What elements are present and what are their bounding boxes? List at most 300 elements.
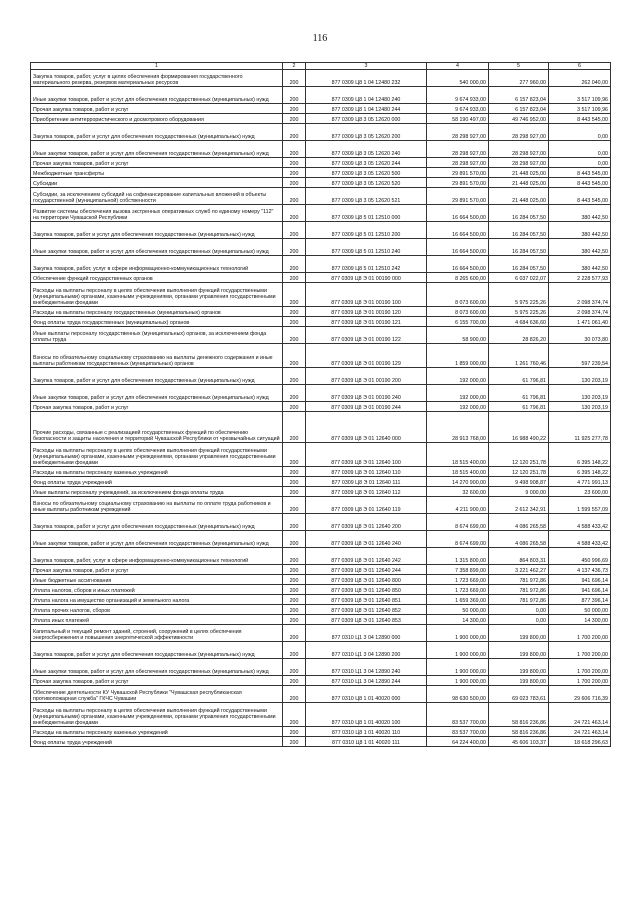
row-unexecuted-amount: 50 000,00: [549, 605, 611, 615]
row-approved-amount: 16 664 500,00: [427, 256, 489, 273]
row-line-code: 200: [283, 703, 306, 727]
column-header: 4: [427, 63, 489, 70]
row-description: Закупка товаров, работ и услуг для обеспечения государственных (муниципальных) нужд: [31, 642, 283, 659]
row-description: Иные бюджетные ассигнования: [31, 575, 283, 585]
row-line-code: 200: [283, 737, 306, 747]
row-line-code: 200: [283, 307, 306, 317]
table-row: [31, 104, 611, 114]
row-description: Расходы на выплаты персоналу в целях обеспечения выполнения функций государственными (муниципальными) органами, казенными учреждениями, органами управления государственными внебюджетными фондами: [31, 283, 283, 307]
column-header: 1: [31, 63, 283, 70]
row-executed-amount: 3 221 462,27: [489, 565, 549, 575]
row-unexecuted-amount: 1 700 200,00: [549, 625, 611, 642]
row-description: Иные закупки товаров, работ и услуг для обеспечения государственных (муниципальных) нужд: [31, 531, 283, 548]
row-description: Уплата налогов, сборов и иных платежей: [31, 585, 283, 595]
row-executed-amount: 21 448 025,00: [489, 168, 549, 178]
row-executed-amount: 1 261 760,46: [489, 344, 549, 368]
row-line-code: 200: [283, 344, 306, 368]
row-executed-amount: 21 448 025,00: [489, 178, 549, 188]
row-unexecuted-amount: 941 696,14: [549, 575, 611, 585]
row-executed-amount: 9 498 908,87: [489, 477, 549, 487]
row-approved-amount: 14 300,00: [427, 615, 489, 625]
table-row: [31, 402, 611, 412]
row-description: Иные выплаты персоналу государственных (муниципальных) органов, за исключением фонда оплаты труда: [31, 327, 283, 344]
row-line-code: 200: [283, 158, 306, 168]
row-description: Иные закупки товаров, работ и услуг для обеспечения государственных (муниципальных) нужд: [31, 385, 283, 402]
row-approved-amount: 14 270 900,00: [427, 477, 489, 487]
row-executed-amount: 6 157 823,04: [489, 104, 549, 114]
row-budget-code: 877 0309 Ц8 Э 01 00190 120: [306, 307, 427, 317]
row-line-code: 200: [283, 141, 306, 158]
row-approved-amount: 192 000,00: [427, 385, 489, 402]
row-executed-amount: 5 975 225,26: [489, 283, 549, 307]
row-description: Прочая закупка товаров, работ и услуг: [31, 565, 283, 575]
row-approved-amount: 1 315 800,00: [427, 548, 489, 565]
row-approved-amount: 32 600,00: [427, 487, 489, 497]
row-line-code: 200: [283, 273, 306, 283]
row-description: Закупка товаров, работ и услуг для обеспечения государственных (муниципальных) нужд: [31, 514, 283, 531]
row-budget-code: 877 0309 Ц8 Э 01 00190 121: [306, 317, 427, 327]
row-description: Закупка товаров, работ, услуг в целях обеспечения формирования государственного материального резерва, резервов материальных ресурсов: [31, 70, 283, 87]
column-header: 6: [549, 63, 611, 70]
row-line-code: 200: [283, 477, 306, 487]
table-row: [31, 239, 611, 256]
row-line-code: 200: [283, 178, 306, 188]
row-approved-amount: 1 900 000,00: [427, 676, 489, 686]
row-executed-amount: 6 157 823,04: [489, 87, 549, 104]
table-row: [31, 256, 611, 273]
row-approved-amount: 18 515 400,00: [427, 443, 489, 467]
column-header: 2: [283, 63, 306, 70]
table-row: [31, 565, 611, 575]
page-number: 116: [312, 33, 328, 44]
table-body: [31, 70, 611, 747]
row-approved-amount: 1 723 669,00: [427, 575, 489, 585]
row-unexecuted-amount: 941 696,14: [549, 585, 611, 595]
row-description: Субсидии: [31, 178, 283, 188]
row-budget-code: 877 0309 Ц8 5 01 12510 242: [306, 256, 427, 273]
table-row: [31, 487, 611, 497]
row-line-code: 200: [283, 565, 306, 575]
row-approved-amount: 58 900,00: [427, 327, 489, 344]
row-line-code: 200: [283, 222, 306, 239]
row-executed-amount: 6 037 022,07: [489, 273, 549, 283]
row-description: Прочая закупка товаров, работ и услуг: [31, 158, 283, 168]
row-budget-code: 877 0309 Ц8 3 05 12620 520: [306, 178, 427, 188]
row-line-code: 200: [283, 239, 306, 256]
row-description: Расходы на выплаты персоналу государственных (муниципальных) органов: [31, 307, 283, 317]
row-unexecuted-amount: 1 599 557,09: [549, 497, 611, 514]
row-budget-code: 877 0309 Ц8 Э 01 12640 110: [306, 467, 427, 477]
table-row: [31, 283, 611, 307]
row-line-code: 200: [283, 548, 306, 565]
row-line-code: 200: [283, 317, 306, 327]
row-line-code: 200: [283, 104, 306, 114]
row-unexecuted-amount: 8 443 545,00: [549, 178, 611, 188]
row-unexecuted-amount: 262 040,00: [549, 70, 611, 87]
row-budget-code: 877 0309 Ц8 Э 01 00190 000: [306, 273, 427, 283]
row-budget-code: 877 0309 Ц8 5 01 12510 000: [306, 205, 427, 222]
row-budget-code: 877 0309 Ц8 Э 01 12640 850: [306, 585, 427, 595]
row-executed-amount: 277 960,00: [489, 70, 549, 87]
row-description: Развитие системы обеспечения вызова экстренных оперативных служб по единому номеру "112" на территории Чувашской Республики: [31, 205, 283, 222]
column-header: 3: [306, 63, 427, 70]
row-executed-amount: 12 120 251,78: [489, 443, 549, 467]
row-approved-amount: 192 000,00: [427, 368, 489, 385]
table-row: [31, 141, 611, 158]
row-budget-code: 877 0309 Ц8 Э 01 12640 240: [306, 531, 427, 548]
table-row: [31, 737, 611, 747]
row-approved-amount: 83 537 700,00: [427, 727, 489, 737]
row-executed-amount: 28 826,20: [489, 327, 549, 344]
row-executed-amount: 16 284 057,50: [489, 256, 549, 273]
row-description: Расходы на выплаты персоналу в целях обеспечения выполнения функций государственными (муниципальными) органами, казенными учреждениями, органами управления государственными внебюджетными фондами: [31, 443, 283, 467]
row-approved-amount: 540 000,00: [427, 70, 489, 87]
table-row: [31, 575, 611, 585]
row-budget-code: 877 0309 Ц8 3 05 12620 521: [306, 188, 427, 205]
row-unexecuted-amount: 4 771 991,13: [549, 477, 611, 487]
row-approved-amount: 6 155 700,00: [427, 317, 489, 327]
row-budget-code: 877 0309 Ц8 Э 01 12640 112: [306, 487, 427, 497]
table-row: [31, 615, 611, 625]
table-row: [31, 327, 611, 344]
row-line-code: 200: [283, 402, 306, 412]
row-executed-amount: 199 800,00: [489, 642, 549, 659]
row-budget-code: 877 0309 Ц8 Э 01 12640 242: [306, 548, 427, 565]
row-description: Уплата иных платежей: [31, 615, 283, 625]
row-approved-amount: 7 358 899,00: [427, 565, 489, 575]
table-row: [31, 344, 611, 368]
table-row: [31, 548, 611, 565]
row-budget-code: 877 0309 Ц8 Э 01 00190 100: [306, 283, 427, 307]
row-line-code: 200: [283, 659, 306, 676]
row-approved-amount: 8 674 699,00: [427, 514, 489, 531]
row-budget-code: 877 0309 Ц8 Э 01 00190 240: [306, 385, 427, 402]
row-description: Обеспечение деятельности КУ Чувашской Республики "Чувашская республиканская противопожарная служба" ГКЧС Чувашии: [31, 686, 283, 703]
row-executed-amount: 45 606 103,37: [489, 737, 549, 747]
row-description: Субсидии, за исключением субсидий на софинансирование капитальных вложений в объекты государственной (муниципальной) собственности: [31, 188, 283, 205]
row-executed-amount: 61 796,81: [489, 368, 549, 385]
row-budget-code: 877 0309 Ц8 Э 01 12640 852: [306, 605, 427, 615]
row-approved-amount: 8 265 600,00: [427, 273, 489, 283]
row-line-code: 200: [283, 531, 306, 548]
row-unexecuted-amount: 1 700 200,00: [549, 642, 611, 659]
row-approved-amount: 8 674 699,00: [427, 531, 489, 548]
row-description: Иные закупки товаров, работ и услуг для обеспечения государственных (муниципальных) нужд: [31, 87, 283, 104]
row-description: Иные закупки товаров, работ и услуг для обеспечения государственных (муниципальных) нужд: [31, 239, 283, 256]
row-budget-code: 877 0310 Ц8 1 01 40020 100: [306, 703, 427, 727]
row-description: Фонд оплаты труда учреждений: [31, 477, 283, 487]
row-budget-code: 877 0310 Ц1 3 04 12890 240: [306, 659, 427, 676]
row-approved-amount: 16 664 500,00: [427, 222, 489, 239]
row-unexecuted-amount: 3 517 109,96: [549, 87, 611, 104]
row-budget-code: 877 0309 Ц8 1 04 12480 232: [306, 70, 427, 87]
row-line-code: 200: [283, 514, 306, 531]
row-line-code: 200: [283, 283, 306, 307]
row-budget-code: 877 0309 Ц8 Э 01 12640 111: [306, 477, 427, 487]
row-description: Закупка товаров, работ, услуг в сфере информационно-коммуникационных технологий: [31, 548, 283, 565]
row-executed-amount: 199 800,00: [489, 659, 549, 676]
row-approved-amount: 28 298 927,00: [427, 158, 489, 168]
row-executed-amount: 864 803,31: [489, 548, 549, 565]
row-budget-code: 877 0309 Ц8 Э 01 12640 851: [306, 595, 427, 605]
row-executed-amount: 16 284 057,50: [489, 205, 549, 222]
row-budget-code: 877 0309 Ц8 Э 01 12640 100: [306, 443, 427, 467]
row-unexecuted-amount: 23 600,00: [549, 487, 611, 497]
table-row: [31, 317, 611, 327]
row-unexecuted-amount: 450 996,69: [549, 548, 611, 565]
row-executed-amount: 12 120 251,78: [489, 467, 549, 477]
row-description: Уплата прочих налогов, сборов: [31, 605, 283, 615]
row-executed-amount: 0,00: [489, 605, 549, 615]
row-approved-amount: 83 537 700,00: [427, 703, 489, 727]
row-unexecuted-amount: 14 300,00: [549, 615, 611, 625]
row-unexecuted-amount: 24 721 463,14: [549, 703, 611, 727]
row-budget-code: 877 0309 Ц8 Э 01 00190 129: [306, 344, 427, 368]
row-line-code: 200: [283, 385, 306, 402]
row-approved-amount: 1 659 369,00: [427, 595, 489, 605]
row-line-code: 200: [283, 686, 306, 703]
row-unexecuted-amount: 3 517 109,96: [549, 104, 611, 114]
row-executed-amount: 199 800,00: [489, 625, 549, 642]
row-line-code: 200: [283, 368, 306, 385]
row-line-code: 200: [283, 205, 306, 222]
table-row: [31, 585, 611, 595]
row-unexecuted-amount: 380 442,50: [549, 256, 611, 273]
row-executed-amount: 199 800,00: [489, 676, 549, 686]
row-approved-amount: 28 298 927,00: [427, 124, 489, 141]
row-description: Иные выплаты персоналу учреждений, за исключением фонда оплаты труда: [31, 487, 283, 497]
row-description: Прочая закупка товаров, работ и услуг: [31, 402, 283, 412]
table-row: [31, 205, 611, 222]
row-executed-amount: 16 284 057,50: [489, 222, 549, 239]
row-line-code: 200: [283, 575, 306, 585]
row-description: Межбюджетные трансферты: [31, 168, 283, 178]
column-header: 5: [489, 63, 549, 70]
row-approved-amount: 29 891 570,00: [427, 188, 489, 205]
row-executed-amount: 16 284 057,50: [489, 239, 549, 256]
row-unexecuted-amount: 380 442,50: [549, 239, 611, 256]
row-line-code: 200: [283, 676, 306, 686]
row-approved-amount: 98 630 500,00: [427, 686, 489, 703]
table-row: [31, 642, 611, 659]
row-line-code: 200: [283, 412, 306, 443]
row-description: Иные закупки товаров, работ и услуг для обеспечения государственных (муниципальных) нужд: [31, 659, 283, 676]
row-executed-amount: 4 086 265,58: [489, 531, 549, 548]
row-description: Закупка товаров, работ и услуг для обеспечения государственных (муниципальных) нужд: [31, 368, 283, 385]
budget-table: [30, 62, 611, 747]
table-row: [31, 467, 611, 477]
row-description: Капитальный и текущий ремонт зданий, строений, сооружений в целях обеспечения энергосбережения и повышения энергетической эффективности: [31, 625, 283, 642]
row-unexecuted-amount: 877 396,14: [549, 595, 611, 605]
row-line-code: 200: [283, 497, 306, 514]
row-description: Уплата налога на имущество организаций и земельного налога: [31, 595, 283, 605]
table-row: [31, 497, 611, 514]
row-executed-amount: 781 972,86: [489, 575, 549, 585]
row-line-code: 200: [283, 585, 306, 595]
row-executed-amount: 28 298 927,00: [489, 124, 549, 141]
row-approved-amount: 18 515 400,00: [427, 467, 489, 477]
row-description: Взносы по обязательному социальному страхованию на выплаты денежного содержания и иные выплаты работникам государственных (муниципальных) органов: [31, 344, 283, 368]
row-approved-amount: 1 900 000,00: [427, 642, 489, 659]
row-unexecuted-amount: 2 098 374,74: [549, 307, 611, 317]
row-approved-amount: 1 900 000,00: [427, 625, 489, 642]
row-executed-amount: 61 796,81: [489, 402, 549, 412]
table-row: [31, 158, 611, 168]
row-description: Закупка товаров, работ и услуг для обеспечения государственных (муниципальных) нужд: [31, 222, 283, 239]
row-executed-amount: 781 972,86: [489, 585, 549, 595]
row-description: Обеспечение функций государственных органов: [31, 273, 283, 283]
row-unexecuted-amount: 0,00: [549, 124, 611, 141]
row-approved-amount: 1 859 000,00: [427, 344, 489, 368]
row-approved-amount: 64 224 400,00: [427, 737, 489, 747]
row-approved-amount: 1 723 669,00: [427, 585, 489, 595]
table-row: [31, 307, 611, 317]
row-line-code: 200: [283, 443, 306, 467]
row-budget-code: 877 0309 Ц8 1 04 12480 244: [306, 104, 427, 114]
row-line-code: 200: [283, 168, 306, 178]
row-budget-code: 877 0309 Ц8 Э 01 12640 244: [306, 565, 427, 575]
row-executed-amount: 28 298 927,00: [489, 141, 549, 158]
row-budget-code: 877 0310 Ц1 3 04 12890 000: [306, 625, 427, 642]
row-executed-amount: 9 000,00: [489, 487, 549, 497]
row-executed-amount: 4 684 636,60: [489, 317, 549, 327]
table-row: [31, 178, 611, 188]
row-line-code: 200: [283, 605, 306, 615]
row-budget-code: 877 0309 Ц8 Э 01 12640 200: [306, 514, 427, 531]
column-number-row: [31, 63, 611, 70]
row-unexecuted-amount: 6 395 148,22: [549, 467, 611, 477]
table-row: [31, 70, 611, 87]
row-description: Расходы на выплаты персоналу в целях обеспечения выполнения функций государственными (муниципальными) органами, казенными учреждениями, органами управления государственными внебюджетными фондами: [31, 703, 283, 727]
row-unexecuted-amount: 0,00: [549, 141, 611, 158]
row-line-code: 200: [283, 727, 306, 737]
row-executed-amount: 21 448 025,00: [489, 188, 549, 205]
row-unexecuted-amount: 1 700 200,00: [549, 659, 611, 676]
row-unexecuted-amount: 8 443 545,00: [549, 114, 611, 124]
row-budget-code: 877 0309 Ц8 1 04 12480 240: [306, 87, 427, 104]
table-row: [31, 625, 611, 642]
table-row: [31, 412, 611, 443]
row-executed-amount: 61 796,81: [489, 385, 549, 402]
row-budget-code: 877 0309 Ц8 Э 01 12640 853: [306, 615, 427, 625]
row-unexecuted-amount: 130 203,19: [549, 385, 611, 402]
row-approved-amount: 50 000,00: [427, 605, 489, 615]
row-approved-amount: 9 674 933,00: [427, 104, 489, 114]
row-budget-code: 877 0310 Ц8 1 01 40020 000: [306, 686, 427, 703]
row-line-code: 200: [283, 595, 306, 605]
row-budget-code: 877 0309 Ц8 3 05 12620 244: [306, 158, 427, 168]
row-description: Фонд оплаты труда учреждений: [31, 737, 283, 747]
row-unexecuted-amount: 130 203,19: [549, 368, 611, 385]
table-row: [31, 686, 611, 703]
row-description: Фонд оплаты труда государственных (муниципальных) органов: [31, 317, 283, 327]
row-line-code: 200: [283, 70, 306, 87]
row-line-code: 200: [283, 114, 306, 124]
table-row: [31, 443, 611, 467]
row-unexecuted-amount: 18 618 296,63: [549, 737, 611, 747]
row-line-code: 200: [283, 467, 306, 477]
row-approved-amount: 8 073 600,00: [427, 283, 489, 307]
row-approved-amount: 4 211 900,00: [427, 497, 489, 514]
row-line-code: 200: [283, 487, 306, 497]
table-row: [31, 514, 611, 531]
row-description: Расходы на выплаты персоналу казенных учреждений: [31, 727, 283, 737]
row-description: Приобретение антитеррористического и досмотрового оборудования: [31, 114, 283, 124]
row-unexecuted-amount: 380 442,50: [549, 205, 611, 222]
row-approved-amount: 29 891 570,00: [427, 178, 489, 188]
table-row: [31, 727, 611, 737]
row-description: Закупка товаров, работ, услуг в сфере информационно-коммуникационных технологий: [31, 256, 283, 273]
row-budget-code: 877 0310 Ц1 3 04 12890 244: [306, 676, 427, 686]
table-row: [31, 531, 611, 548]
row-budget-code: 877 0309 Ц8 5 01 12510 240: [306, 239, 427, 256]
row-budget-code: 877 0309 Ц8 Э 01 12640 000: [306, 412, 427, 443]
row-line-code: 200: [283, 256, 306, 273]
row-unexecuted-amount: 8 443 545,00: [549, 188, 611, 205]
row-description: Прочая закупка товаров, работ и услуг: [31, 676, 283, 686]
row-unexecuted-amount: 597 239,54: [549, 344, 611, 368]
row-approved-amount: 1 900 000,00: [427, 659, 489, 676]
row-unexecuted-amount: 4 588 433,42: [549, 514, 611, 531]
row-line-code: 200: [283, 124, 306, 141]
row-line-code: 200: [283, 642, 306, 659]
row-executed-amount: 28 298 927,00: [489, 158, 549, 168]
table-row: [31, 168, 611, 178]
row-description: Прочая закупка товаров, работ и услуг: [31, 104, 283, 114]
table-row: [31, 87, 611, 104]
row-unexecuted-amount: 11 925 277,78: [549, 412, 611, 443]
row-executed-amount: 16 988 490,22: [489, 412, 549, 443]
row-unexecuted-amount: 380 442,50: [549, 222, 611, 239]
row-budget-code: 877 0309 Ц8 3 05 12620 240: [306, 141, 427, 158]
row-executed-amount: 781 972,86: [489, 595, 549, 605]
row-line-code: 200: [283, 615, 306, 625]
row-approved-amount: 29 891 570,00: [427, 168, 489, 178]
table-row: [31, 368, 611, 385]
row-approved-amount: 16 664 500,00: [427, 205, 489, 222]
row-description: Закупка товаров, работ и услуг для обеспечения государственных (муниципальных) нужд: [31, 124, 283, 141]
row-unexecuted-amount: 4 588 433,42: [549, 531, 611, 548]
row-unexecuted-amount: 4 137 436,73: [549, 565, 611, 575]
row-approved-amount: 9 674 933,00: [427, 87, 489, 104]
row-budget-code: 877 0309 Ц8 Э 01 12640 119: [306, 497, 427, 514]
row-unexecuted-amount: 130 203,19: [549, 402, 611, 412]
row-budget-code: 877 0309 Ц8 Э 01 00190 200: [306, 368, 427, 385]
row-unexecuted-amount: 0,00: [549, 158, 611, 168]
table-row: [31, 595, 611, 605]
row-unexecuted-amount: 30 073,80: [549, 327, 611, 344]
row-budget-code: 877 0310 Ц8 1 01 40020 111: [306, 737, 427, 747]
row-approved-amount: 192 000,00: [427, 402, 489, 412]
row-approved-amount: 16 664 500,00: [427, 239, 489, 256]
row-budget-code: 877 0310 Ц1 3 04 12890 200: [306, 642, 427, 659]
row-executed-amount: 69 023 783,61: [489, 686, 549, 703]
row-approved-amount: 8 073 600,00: [427, 307, 489, 317]
table-row: [31, 222, 611, 239]
row-description: Взносы по обязательному социальному страхованию на выплаты по оплате труда работников и иные выплаты работникам учреждений: [31, 497, 283, 514]
table-row: [31, 124, 611, 141]
row-executed-amount: 0,00: [489, 615, 549, 625]
table-row: [31, 273, 611, 283]
row-budget-code: 877 0309 Ц8 Э 01 12640 800: [306, 575, 427, 585]
row-executed-amount: 4 086 265,58: [489, 514, 549, 531]
row-line-code: 200: [283, 188, 306, 205]
row-budget-code: 877 0309 Ц8 3 05 12620 500: [306, 168, 427, 178]
table-row: [31, 676, 611, 686]
row-description: Иные закупки товаров, работ и услуг для обеспечения государственных (муниципальных) нужд: [31, 141, 283, 158]
row-executed-amount: 5 975 225,26: [489, 307, 549, 317]
row-executed-amount: 58 816 236,86: [489, 703, 549, 727]
